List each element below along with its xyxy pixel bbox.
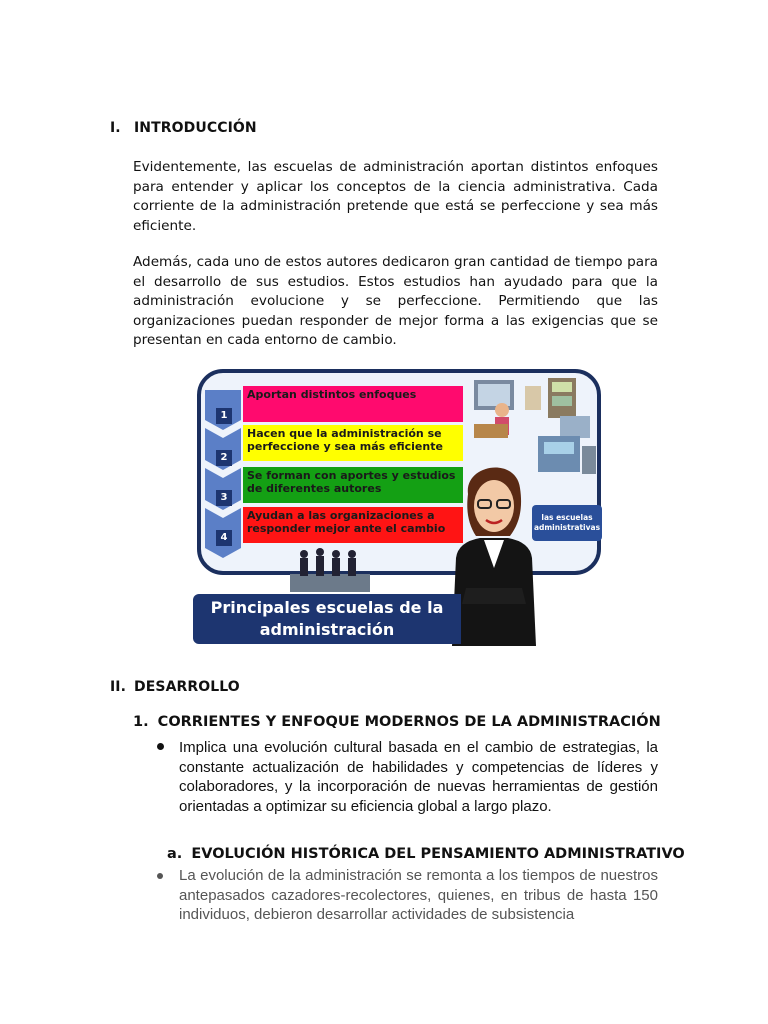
infographic-banner xyxy=(193,594,461,644)
section-heading-desarrollo xyxy=(110,679,240,695)
section-heading-introduccion xyxy=(110,120,257,136)
bullet-paragraph-1: Implica una evolución cultural basada en el cambio de estrategias, la constante actualización de habilidades y competencias de líderes y colaboradores, y la incorporación de nuevas herramientas de gestión orientadas a optimizar su eficiencia global a largo plazo. xyxy=(179,739,658,815)
step-number-1: 1 xyxy=(216,408,232,424)
subsection-title: CORRIENTES Y ENFOQUE MODERNOS DE LA ADMINISTRACIÓN xyxy=(157,714,661,730)
section-number: I. xyxy=(110,120,121,136)
step-bar-4: Ayudan a las organizaciones a responder mejor ante el cambio xyxy=(243,507,463,543)
bullet-dot xyxy=(157,873,163,879)
step-bar-3: Se forman con aportes y estudios de diferentes autores xyxy=(243,467,463,503)
section-title: INTRODUCCIÓN xyxy=(134,120,257,136)
bullet-dot xyxy=(157,743,164,750)
step-number-4: 4 xyxy=(216,530,232,546)
subsection-heading-1 xyxy=(133,714,661,730)
banner-line-2: administración xyxy=(259,620,395,639)
subsection-number: 1. xyxy=(133,714,149,730)
step-bar-1: Aportan distintos enfoques xyxy=(243,386,463,422)
step-bar-2: Hacen que la administración se perfeccione y sea más eficiente xyxy=(243,425,463,461)
subsection-title: EVOLUCIÓN HISTÓRICA DEL PENSAMIENTO ADMINISTRATIVO xyxy=(191,846,685,862)
step-number-2: 2 xyxy=(216,450,232,466)
speech-bubble: las escuelas administrativas xyxy=(532,505,602,541)
section-number: II. xyxy=(110,679,127,695)
bullet-paragraph-2: La evolución de la administración se remonta a los tiempos de nuestros antepasados cazadores-recolectores, quienes, en tribus de hasta 150 individuos, debieron desarrollar actividades de subsistencia xyxy=(179,867,658,924)
section-title: DESARROLLO xyxy=(134,679,240,695)
step-number-3: 3 xyxy=(216,490,232,506)
intro-paragraph-1: Evidentemente, las escuelas de administración aportan distintos enfoques para entender y aplicar los conceptos de la ciencia administrativa. Cada corriente de la administración pretende que está se perfeccione y sea más eficiente. xyxy=(133,159,658,234)
banner-line-1: Principales escuelas de la xyxy=(210,598,444,617)
subsection-heading-a xyxy=(167,846,685,862)
team-illustration xyxy=(290,546,370,592)
subsection-letter: a. xyxy=(167,846,183,862)
intro-paragraph-2: Además, cada uno de estos autores dedicaron gran cantidad de tiempo para el desarrollo de sus estudios. Estos estudios han ayudado para que la administración evolucione y se perfeccione. Permitiendo que las organizaciones puedan responder de mejor forma a las exigencias que se presentan en cada entorno de cambio. xyxy=(133,254,658,349)
